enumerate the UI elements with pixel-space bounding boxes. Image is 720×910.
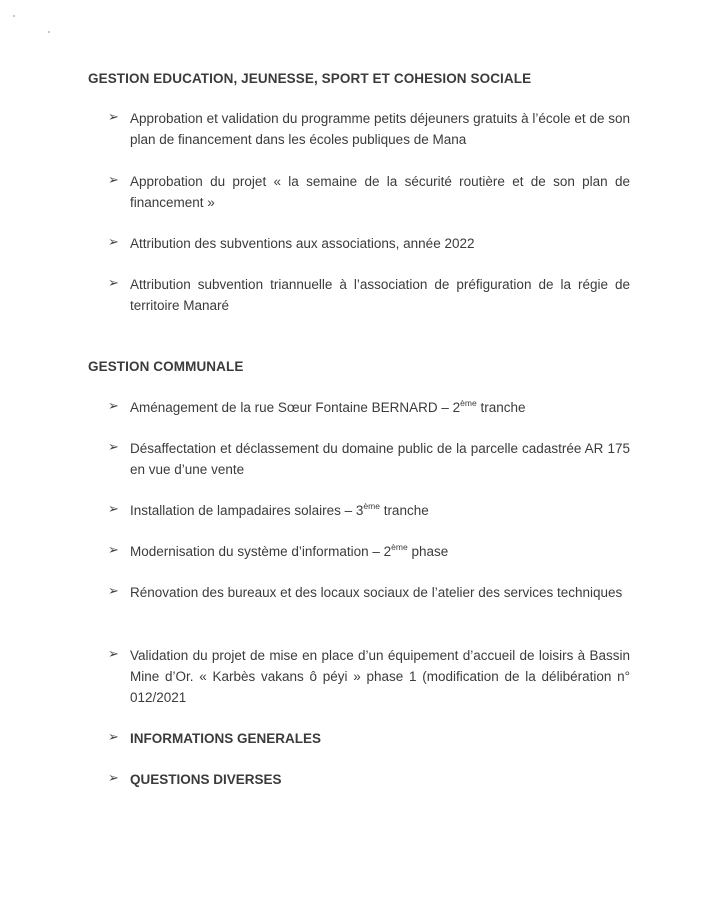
section-title-education: GESTION EDUCATION, JEUNESSE, SPORT ET COHESION SOCIALE (88, 71, 532, 86)
list-item (108, 541, 630, 562)
arrow-bullet-icon: ➢ (108, 398, 119, 413)
list-item-text: QUESTIONS DIVERSES (130, 772, 282, 787)
list-item (108, 500, 630, 521)
section-title-communale: GESTION COMMUNALE (88, 359, 244, 374)
list-item (108, 108, 630, 150)
list-item-text: Désaffectation et déclassement du domaine public de la parcelle cadastrée AR 175 en vue d’une vente (130, 441, 630, 477)
arrow-bullet-icon: ➢ (108, 439, 119, 454)
list-item (108, 397, 630, 418)
arrow-bullet-icon: ➢ (108, 729, 119, 744)
arrow-bullet-icon: ➢ (108, 172, 119, 187)
list-item (108, 769, 630, 790)
list-item-text: Rénovation des bureaux et des locaux sociaux de l’atelier des services techniques (130, 585, 623, 600)
list-item (108, 171, 630, 213)
arrow-bullet-icon: ➢ (108, 646, 119, 661)
list-item-text: Validation du projet de mise en place d’un équipement d’accueil de loisirs à Bassin Mine d’Or. « Karbès vakans ô péyi » phase 1 (modification de la délibération n° 012/2021 (130, 648, 630, 705)
list-item (108, 438, 630, 480)
list-item-text: Installation de lampadaires solaires – 3ème tranche (130, 501, 429, 518)
arrow-bullet-icon: ➢ (108, 109, 119, 124)
list-item (108, 233, 630, 254)
list-item-text: Modernisation du système d’information – 2ème phase (130, 542, 449, 559)
arrow-bullet-icon: ➢ (108, 501, 119, 516)
scan-speck (48, 31, 50, 33)
arrow-bullet-icon: ➢ (108, 542, 119, 557)
list-item (108, 728, 630, 749)
list-item-text: Attribution subvention triannuelle à l’association de préfiguration de la régie de territoire Manaré (130, 277, 630, 313)
list-item (108, 582, 630, 603)
arrow-bullet-icon: ➢ (108, 234, 119, 249)
list-item-text: Approbation et validation du programme petits déjeuners gratuits à l’école et de son plan de financement dans les écoles publiques de Mana (130, 111, 630, 147)
list-item-text: Approbation du projet « la semaine de la sécurité routière et de son plan de financement » (130, 174, 630, 210)
list-item (108, 645, 630, 708)
list-item-text: Attribution des subventions aux associations, année 2022 (130, 236, 475, 251)
arrow-bullet-icon: ➢ (108, 583, 119, 598)
arrow-bullet-icon: ➢ (108, 275, 119, 290)
list-item-text: Aménagement de la rue Sœur Fontaine BERNARD – 2ème tranche (130, 398, 526, 415)
scan-speck (13, 15, 15, 17)
list-item-text: INFORMATIONS GENERALES (130, 731, 322, 746)
list-item (108, 274, 630, 316)
arrow-bullet-icon: ➢ (108, 770, 119, 785)
